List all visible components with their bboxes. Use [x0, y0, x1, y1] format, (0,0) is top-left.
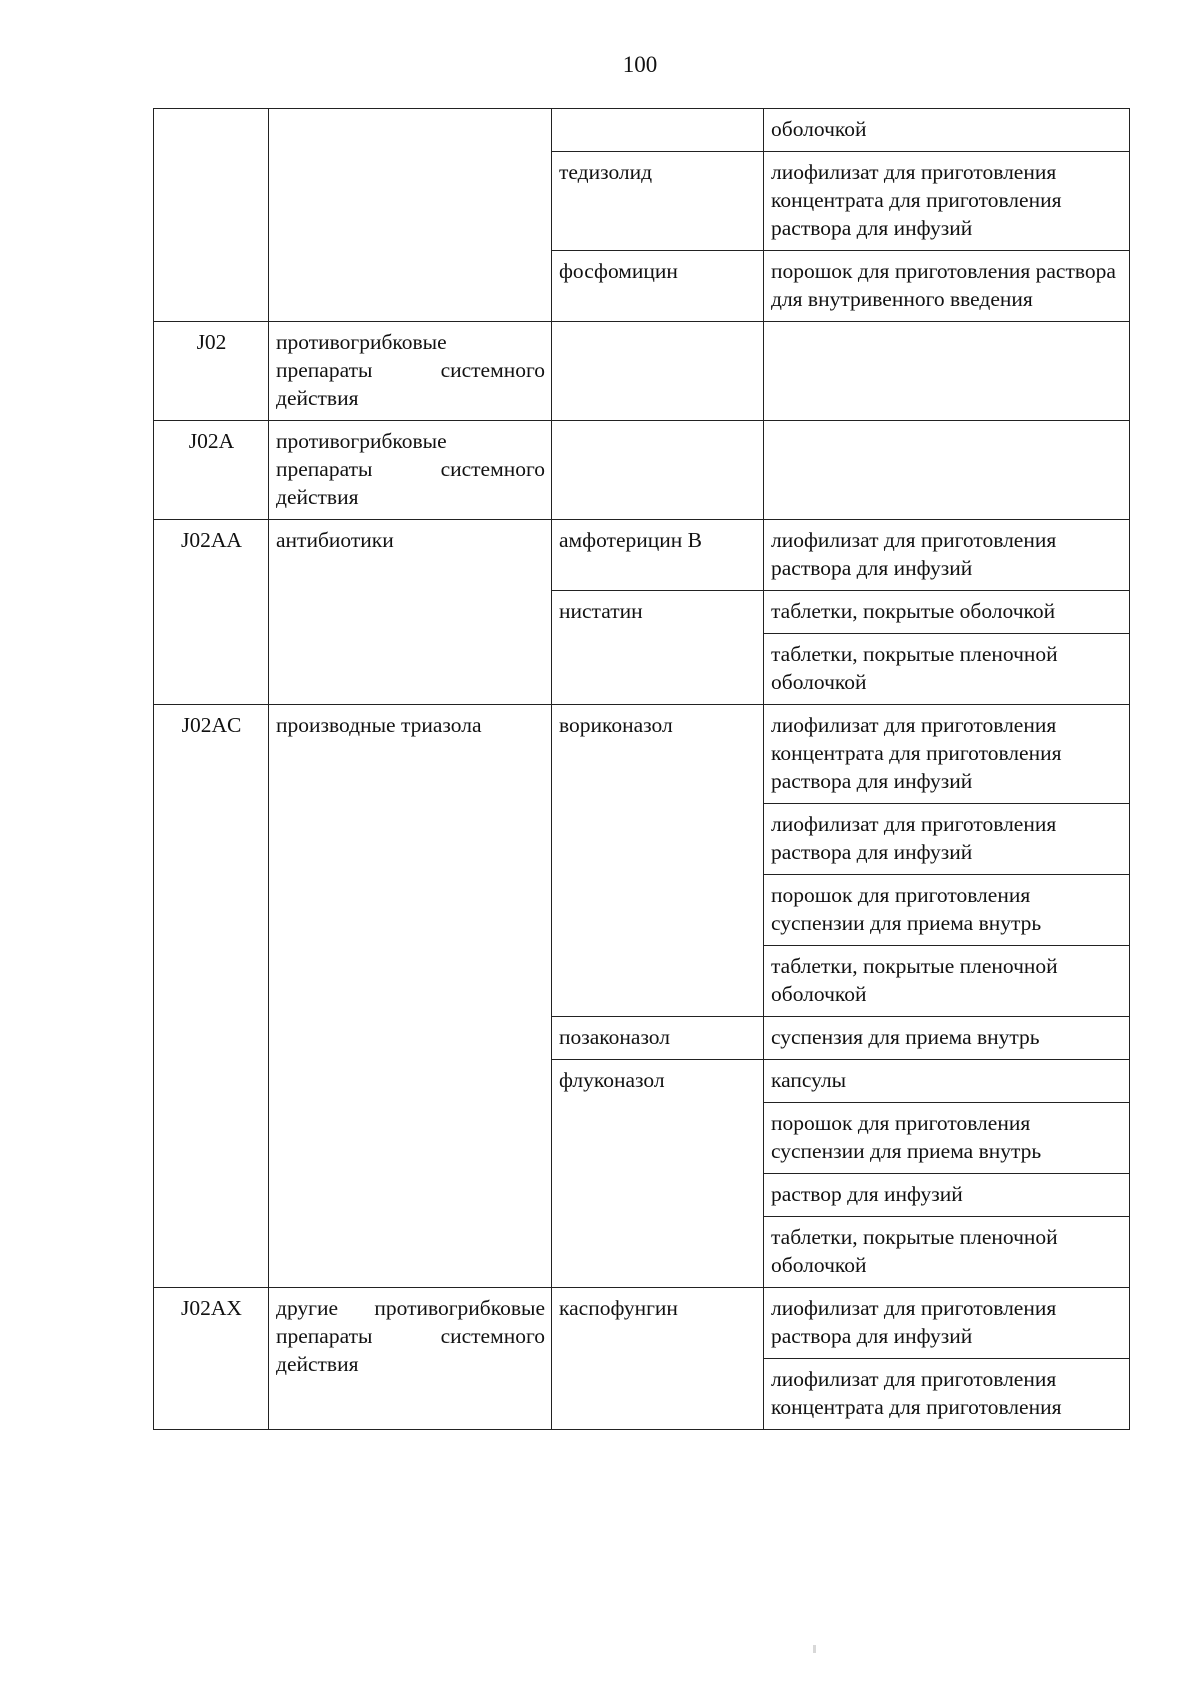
scan-speck [813, 1645, 816, 1653]
dosage-form-cell: лиофилизат для приготовления концентрата для приготовления [764, 1359, 1130, 1430]
dosage-form-cell: таблетки, покрытые пленочной оболочкой [764, 946, 1130, 1017]
substance-cell: каспофунгин [552, 1288, 764, 1430]
atc-code-cell: J02AA [154, 520, 269, 705]
dosage-form-cell: лиофилизат для приготовления раствора для инфузий [764, 804, 1130, 875]
table-row [154, 322, 1130, 421]
atc-code-cell: J02AC [154, 705, 269, 1288]
dosage-form-cell: капсулы [764, 1060, 1130, 1103]
group-cell: производные триазола [269, 705, 552, 1288]
dosage-form-cell: лиофилизат для приготовления раствора для инфузий [764, 1288, 1130, 1359]
substance-cell: позаконазол [552, 1017, 764, 1060]
substance-cell: тедизолид [552, 152, 764, 251]
dosage-form-cell: лиофилизат для приготовления концентрата для приготовления раствора для инфузий [764, 152, 1130, 251]
dosage-form-cell [764, 322, 1130, 421]
atc-code-cell: J02A [154, 421, 269, 520]
dosage-form-cell: таблетки, покрытые пленочной оболочкой [764, 634, 1130, 705]
group-cell: противогрибковые препараты системного действия [269, 421, 552, 520]
page-number: 100 [622, 52, 658, 77]
atc-code-cell: J02AX [154, 1288, 269, 1430]
atc-code-cell [154, 109, 269, 322]
substance-cell: фосфомицин [552, 251, 764, 322]
dosage-form-cell: лиофилизат для приготовления раствора для инфузий [764, 520, 1130, 591]
group-cell [269, 109, 552, 322]
dosage-form-cell: порошок для приготовления раствора для внутривенного введения [764, 251, 1130, 322]
substance-cell: вориконазол [552, 705, 764, 1017]
substance-cell [552, 421, 764, 520]
table-row [154, 520, 1130, 591]
dosage-form-cell: порошок для приготовления суспензии для приема внутрь [764, 875, 1130, 946]
dosage-form-cell: таблетки, покрытые пленочной оболочкой [764, 1217, 1130, 1288]
table-row [154, 1288, 1130, 1359]
dosage-form-cell: порошок для приготовления суспензии для приема внутрь [764, 1103, 1130, 1174]
medication-table [153, 108, 1130, 1430]
dosage-form-cell [764, 421, 1130, 520]
table-row [154, 705, 1130, 804]
dosage-form-cell: раствор для инфузий [764, 1174, 1130, 1217]
substance-cell: амфотерицин В [552, 520, 764, 591]
group-cell: антибиотики [269, 520, 552, 705]
group-cell: другие противогрибковые препараты системного действия [269, 1288, 552, 1430]
group-cell: противогрибковые препараты системного действия [269, 322, 552, 421]
table-row [154, 421, 1130, 520]
substance-cell: флуконазол [552, 1060, 764, 1288]
atc-code-cell: J02 [154, 322, 269, 421]
table-row [154, 109, 1130, 152]
substance-cell [552, 322, 764, 421]
substance-cell [552, 109, 764, 152]
dosage-form-cell: лиофилизат для приготовления концентрата для приготовления раствора для инфузий [764, 705, 1130, 804]
substance-cell: нистатин [552, 591, 764, 705]
dosage-form-cell: суспензия для приема внутрь [764, 1017, 1130, 1060]
dosage-form-cell: таблетки, покрытые оболочкой [764, 591, 1130, 634]
dosage-form-cell: оболочкой [764, 109, 1130, 152]
